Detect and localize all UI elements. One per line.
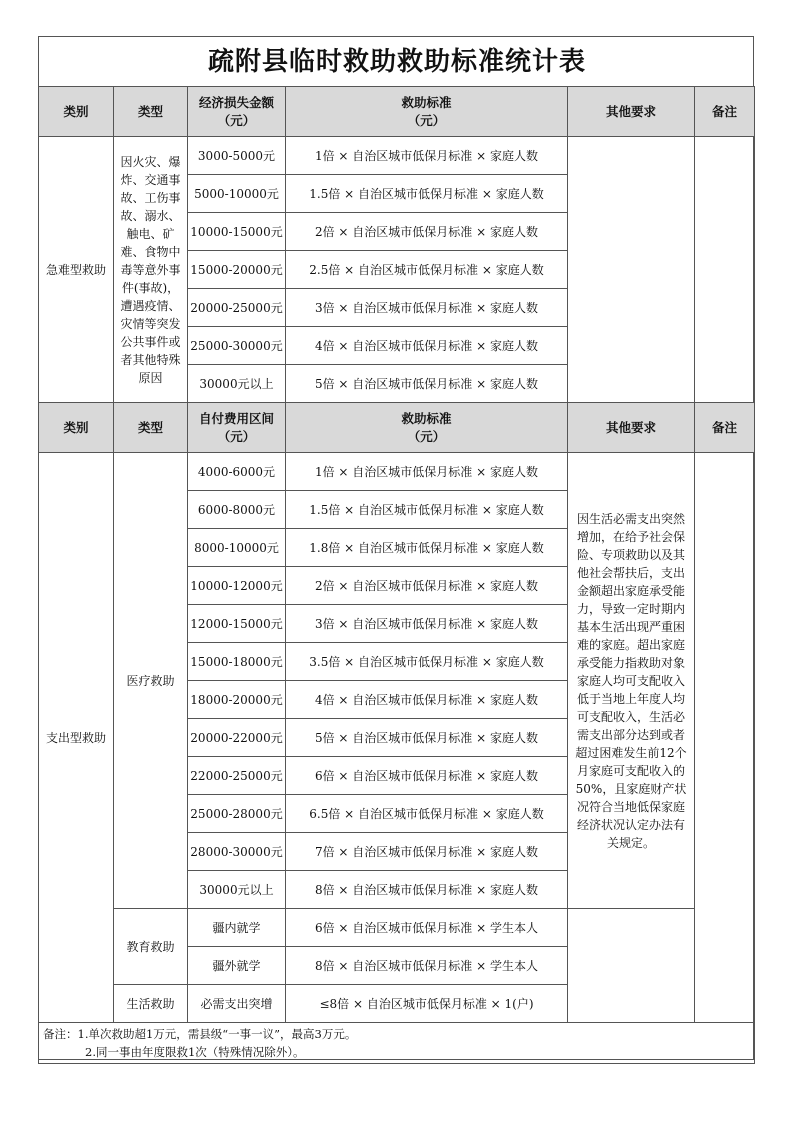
standard-cell: 2倍 × 自治区城市低保月标准 × 家庭人数 — [286, 213, 568, 251]
range-cell: 22000-25000元 — [188, 757, 286, 795]
emergency-type — [114, 137, 188, 403]
header-standard — [286, 403, 568, 453]
range-cell: 15000-20000元 — [188, 251, 286, 289]
standard-cell: 2倍 × 自治区城市低保月标准 × 家庭人数 — [286, 567, 568, 605]
standard-cell: 1.5倍 × 自治区城市低保月标准 × 家庭人数 — [286, 175, 568, 213]
note-cell — [39, 1023, 755, 1064]
standard-cell: 6倍 × 自治区城市低保月标准 × 学生本人 — [286, 909, 568, 947]
header-remark: 备注 — [695, 87, 755, 137]
range-cell: 20000-25000元 — [188, 289, 286, 327]
expense-category: 支出型救助 — [39, 453, 114, 1023]
range-cell: 28000-30000元 — [188, 833, 286, 871]
range-cell: 5000-10000元 — [188, 175, 286, 213]
header-range — [188, 403, 286, 453]
header-range-unit: （元） — [217, 112, 256, 128]
standard-cell: 7倍 × 自治区城市低保月标准 × 家庭人数 — [286, 833, 568, 871]
header-other: 其他要求 — [568, 87, 695, 137]
page-title: 疏附县临时救助救助标准统计表 — [39, 37, 755, 87]
range-cell: 8000-10000元 — [188, 529, 286, 567]
emergency-type-text: 因火灾、爆炸、交通事故、工伤事故、溺水、触电、矿难、食物中毒等意外事件(事故)，遭遇疫情、灾情等突发公共事件或者其他特殊原因 — [120, 154, 181, 385]
standard-cell: 8倍 × 自治区城市低保月标准 × 学生本人 — [286, 947, 568, 985]
table-row — [39, 909, 755, 947]
standards-table — [38, 86, 755, 1064]
range-cell: 6000-8000元 — [188, 491, 286, 529]
expense-other — [568, 453, 695, 909]
header-standard-label: 救助标准 — [401, 94, 452, 110]
education-type: 教育救助 — [114, 909, 188, 985]
standard-cell: 4倍 × 自治区城市低保月标准 × 家庭人数 — [286, 327, 568, 365]
standard-cell: 1倍 × 自治区城市低保月标准 × 家庭人数 — [286, 137, 568, 175]
range-cell: 25000-28000元 — [188, 795, 286, 833]
range-cell: 30000元以上 — [188, 365, 286, 403]
standard-cell: 8倍 × 自治区城市低保月标准 × 家庭人数 — [286, 871, 568, 909]
standard-cell: ≤8倍 × 自治区城市低保月标准 × 1(户) — [286, 985, 568, 1023]
header-category: 类别 — [39, 403, 114, 453]
range-cell: 疆内就学 — [188, 909, 286, 947]
header-type: 类型 — [114, 403, 188, 453]
range-cell: 25000-30000元 — [188, 327, 286, 365]
range-cell: 20000-22000元 — [188, 719, 286, 757]
range-cell: 15000-18000元 — [188, 643, 286, 681]
note-row — [39, 1023, 755, 1064]
medical-type: 医疗救助 — [114, 453, 188, 909]
range-cell: 18000-20000元 — [188, 681, 286, 719]
standard-cell: 2.5倍 × 自治区城市低保月标准 × 家庭人数 — [286, 251, 568, 289]
standard-cell: 6.5倍 × 自治区城市低保月标准 × 家庭人数 — [286, 795, 568, 833]
education-other — [568, 909, 695, 1023]
range-cell: 疆外就学 — [188, 947, 286, 985]
range-cell: 4000-6000元 — [188, 453, 286, 491]
range-cell: 10000-15000元 — [188, 213, 286, 251]
header-range-label: 自付费用区间 — [198, 410, 274, 426]
header-type: 类型 — [114, 87, 188, 137]
standard-cell: 6倍 × 自治区城市低保月标准 × 家庭人数 — [286, 757, 568, 795]
header-range — [188, 87, 286, 137]
standard-cell: 3倍 × 自治区城市低保月标准 × 家庭人数 — [286, 289, 568, 327]
living-type: 生活救助 — [114, 985, 188, 1023]
header-range-unit: （元） — [217, 428, 256, 444]
header-other: 其他要求 — [568, 403, 695, 453]
standard-cell: 5倍 × 自治区城市低保月标准 × 家庭人数 — [286, 719, 568, 757]
table-row — [39, 453, 755, 491]
emergency-other — [568, 137, 695, 403]
note-line-2: 2.同一事由年度限救1次（特殊情况除外）。 — [85, 1045, 305, 1059]
expense-other-text: 因生活必需支出突然增加，在给予社会保险、专项救助以及其他社会帮扶后，支出金额超出家庭承受能力，导致一定时期内基本生活出现严重困难的家庭。超出家庭承受能力指救助对象家庭人均可支配收入低于当地上年度人均可支配收入，生活必需支出部分达到或者超过困难发生前12个月家庭可支配收入的50%，且家庭财产状况符合当地低保家庭经济状况认定办法有关规定。 — [575, 511, 687, 850]
expense-remark — [695, 453, 755, 1023]
header-standard-unit: （元） — [407, 428, 446, 444]
emergency-remark — [695, 137, 755, 403]
header-range-label: 经济损失金额 — [198, 94, 274, 110]
table-row — [39, 137, 755, 175]
standard-cell: 3倍 × 自治区城市低保月标准 × 家庭人数 — [286, 605, 568, 643]
standard-cell: 1倍 × 自治区城市低保月标准 × 家庭人数 — [286, 453, 568, 491]
emergency-category: 急难型救助 — [39, 137, 114, 403]
standard-cell: 1.8倍 × 自治区城市低保月标准 × 家庭人数 — [286, 529, 568, 567]
standard-cell: 4倍 × 自治区城市低保月标准 × 家庭人数 — [286, 681, 568, 719]
table-header-emergency — [39, 87, 755, 137]
standard-cell: 5倍 × 自治区城市低保月标准 × 家庭人数 — [286, 365, 568, 403]
range-cell: 12000-15000元 — [188, 605, 286, 643]
header-standard-label: 救助标准 — [401, 410, 452, 426]
range-cell: 3000-5000元 — [188, 137, 286, 175]
range-cell: 30000元以上 — [188, 871, 286, 909]
range-cell: 10000-12000元 — [188, 567, 286, 605]
range-cell: 必需支出突增 — [188, 985, 286, 1023]
header-category: 类别 — [39, 87, 114, 137]
header-standard — [286, 87, 568, 137]
standard-cell: 3.5倍 × 自治区城市低保月标准 × 家庭人数 — [286, 643, 568, 681]
standard-cell: 1.5倍 × 自治区城市低保月标准 × 家庭人数 — [286, 491, 568, 529]
document-page — [38, 36, 754, 1060]
header-remark: 备注 — [695, 403, 755, 453]
note-line-1: 备注：1.单次救助超1万元，需县级“一事一议”，最高3万元。 — [43, 1027, 357, 1041]
header-standard-unit: （元） — [407, 112, 446, 128]
table-header-expense — [39, 403, 755, 453]
